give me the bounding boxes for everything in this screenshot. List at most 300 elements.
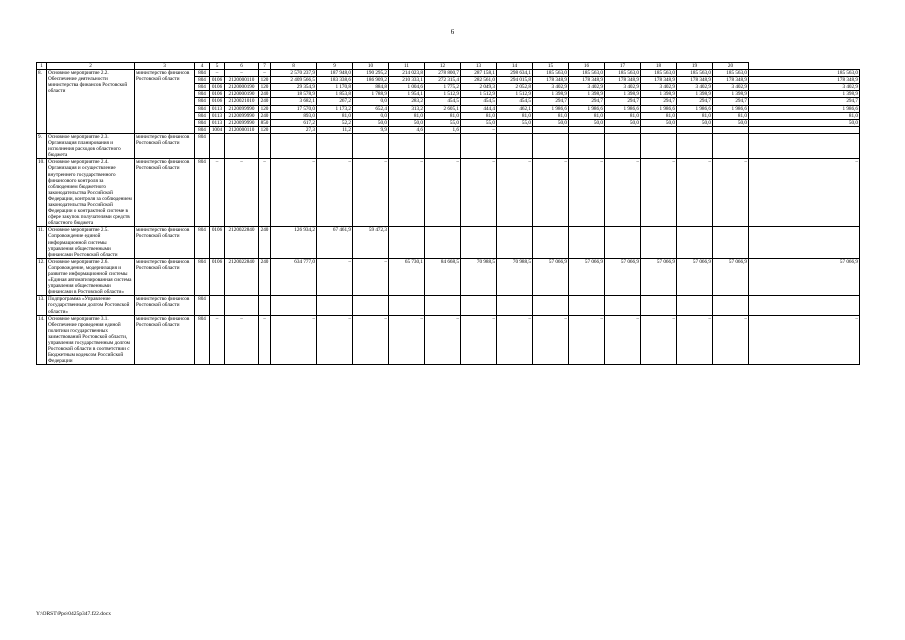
amount-cell xyxy=(353,133,389,158)
budget-code-cell: 2120099990 xyxy=(225,112,259,119)
budget-code-cell xyxy=(259,133,271,158)
table-row xyxy=(37,70,860,77)
column-number: 1 xyxy=(37,63,47,70)
amount-cell: 1 170,8 xyxy=(317,84,353,91)
amount-cell xyxy=(605,227,641,258)
amount-cell: 884,8 xyxy=(353,84,389,91)
amount-cell xyxy=(641,133,677,158)
amount-cell: 294,7 xyxy=(677,98,713,105)
budget-code-cell: 804 xyxy=(195,315,210,365)
budget-code-cell: – xyxy=(259,159,271,227)
amount-cell xyxy=(749,133,860,158)
amount-cell: 9,9 xyxy=(353,126,389,133)
amount-cell: 294,7 xyxy=(641,98,677,105)
amount-cell: 287 158,1 xyxy=(461,70,497,77)
amount-cell: – xyxy=(569,315,605,365)
budget-code-cell: 2120000110 xyxy=(225,77,259,84)
amount-cell: 0,0 xyxy=(353,98,389,105)
budget-code-cell xyxy=(210,296,225,315)
amount-cell: 454,5 xyxy=(461,98,497,105)
row-number: 13. xyxy=(37,296,47,315)
amount-cell: 185 563,0 xyxy=(749,70,860,77)
amount-cell: 50,0 xyxy=(389,119,425,126)
amount-cell xyxy=(605,296,641,315)
amount-cell: 634 777,0 xyxy=(271,258,317,296)
amount-cell xyxy=(461,296,497,315)
amount-cell xyxy=(713,133,749,158)
amount-cell xyxy=(605,133,641,158)
amount-cell: 1 986,6 xyxy=(749,105,860,112)
amount-cell xyxy=(425,227,461,258)
amount-cell: 3 402,9 xyxy=(533,84,569,91)
budget-code-cell: – xyxy=(225,70,259,77)
amount-cell xyxy=(389,133,425,158)
amount-cell: 81,0 xyxy=(461,112,497,119)
amount-cell: 282 561,0 xyxy=(461,77,497,84)
amount-cell: 50,0 xyxy=(533,119,569,126)
amount-cell: 267,2 xyxy=(317,98,353,105)
column-number: 5 xyxy=(210,63,225,70)
amount-cell: 294,7 xyxy=(749,98,860,105)
amount-cell: – xyxy=(461,315,497,365)
budget-code-cell: 120 xyxy=(259,84,271,91)
amount-cell: 1 986,6 xyxy=(713,105,749,112)
amount-cell: 1 004,6 xyxy=(389,84,425,91)
budget-code-cell: 804 xyxy=(195,258,210,296)
amount-cell: – xyxy=(317,258,353,296)
amount-cell: – xyxy=(605,315,641,365)
amount-cell: 1 788,9 xyxy=(353,91,389,98)
amount-cell: 1 954,1 xyxy=(389,91,425,98)
amount-cell: 81,0 xyxy=(641,112,677,119)
budget-code-cell: 804 xyxy=(195,84,210,91)
amount-cell: – xyxy=(641,315,677,365)
budget-code-cell: 804 xyxy=(195,77,210,84)
measure-name: Подпрограмма «Управление государственным долгом Ростовской области» xyxy=(47,296,135,315)
amount-cell: 81,0 xyxy=(317,112,353,119)
budget-code-cell: 2120022840 xyxy=(225,258,259,296)
amount-cell: 27,3 xyxy=(271,126,317,133)
amount-cell: 1 986,6 xyxy=(605,105,641,112)
budget-code-cell: 804 xyxy=(195,126,210,133)
budget-code-cell: – xyxy=(225,315,259,365)
amount-cell xyxy=(271,296,317,315)
amount-cell: 1 512,9 xyxy=(497,91,533,98)
budget-code-cell: 850 xyxy=(259,119,271,126)
row-number: 12. xyxy=(37,258,47,296)
amount-cell: – xyxy=(353,159,389,227)
amount-cell: 178 348,9 xyxy=(569,77,605,84)
amount-cell: 1 986,6 xyxy=(641,105,677,112)
page-number: 6 xyxy=(450,28,455,36)
amount-cell xyxy=(497,296,533,315)
amount-cell xyxy=(713,126,749,133)
amount-cell: 57 066,9 xyxy=(533,258,569,296)
table-row xyxy=(37,258,860,296)
budget-code-cell xyxy=(225,133,259,158)
measure-name: Основное мероприятие 2.4. Организация и осуществление внутреннего государственного финансового контроля за соблюдением бюджетного законодательства Российской Федерации, контроля за соблюдением законодательства Российской Федерации о контрактной системе в сфере закупок получателями средств областного бюджета xyxy=(47,159,135,227)
amount-cell: 55,0 xyxy=(497,119,533,126)
amount-cell xyxy=(569,133,605,158)
amount-cell xyxy=(713,227,749,258)
amount-cell: 178 348,9 xyxy=(605,77,641,84)
amount-cell: – xyxy=(389,159,425,227)
file-path: Y:\ORST\Ppo\0425p347.f22.docx xyxy=(36,611,111,617)
amount-cell: 1 398,9 xyxy=(533,91,569,98)
amount-cell: 190 295,2 xyxy=(353,70,389,77)
budget-code-cell: 240 xyxy=(259,98,271,105)
amount-cell: 652,4 xyxy=(353,105,389,112)
budget-code-cell: – xyxy=(210,315,225,365)
amount-cell: – xyxy=(605,159,641,227)
budget-code-cell: 804 xyxy=(195,98,210,105)
budget-code-cell: 804 xyxy=(195,133,210,158)
budget-code-cell: 0106 xyxy=(210,91,225,98)
amount-cell: 67 461,9 xyxy=(317,227,353,258)
amount-cell: 454,5 xyxy=(497,98,533,105)
executor: министерство финансов Ростовской области xyxy=(135,315,195,365)
amount-cell: 50,0 xyxy=(713,119,749,126)
amount-cell: 4,6 xyxy=(389,126,425,133)
executor: министерство финансов Ростовской области xyxy=(135,159,195,227)
amount-cell xyxy=(461,133,497,158)
amount-cell: 454,5 xyxy=(425,98,461,105)
amount-cell: 57 066,9 xyxy=(605,258,641,296)
budget-code-cell: – xyxy=(259,315,271,365)
amount-cell: 18 578,9 xyxy=(271,91,317,98)
table-row xyxy=(37,159,860,227)
amount-cell: 2 049,3 xyxy=(461,84,497,91)
budget-code-cell: 804 xyxy=(195,119,210,126)
amount-cell: 294,7 xyxy=(533,98,569,105)
amount-cell: 1 986,6 xyxy=(569,105,605,112)
amount-cell: 57 066,9 xyxy=(569,258,605,296)
amount-cell: 1 398,9 xyxy=(749,91,860,98)
column-number: 3 xyxy=(135,63,195,70)
budget-code-cell xyxy=(210,133,225,158)
column-number: 15 xyxy=(533,63,569,70)
amount-cell xyxy=(749,296,860,315)
amount-cell xyxy=(605,126,641,133)
amount-cell: 294,7 xyxy=(605,98,641,105)
budget-code-cell: 804 xyxy=(195,296,210,315)
amount-cell: 178 348,9 xyxy=(713,77,749,84)
amount-cell xyxy=(425,133,461,158)
measure-name: Основное мероприятие 3.1. Обеспечение проведения единой политики государственных заимствований Ростовской области, управления государственным долгом Ростовской области в соответствии с Бюджетным кодексом Российской Федерации xyxy=(47,315,135,365)
amount-cell xyxy=(677,296,713,315)
amount-cell: 1 398,9 xyxy=(641,91,677,98)
budget-code-cell: 0113 xyxy=(210,112,225,119)
amount-cell: 2 052,8 xyxy=(497,84,533,91)
amount-cell: – xyxy=(317,159,353,227)
amount-cell xyxy=(461,227,497,258)
budget-code-cell: 2120021010 xyxy=(225,98,259,105)
amount-cell: 210 333,1 xyxy=(389,77,425,84)
budget-code-cell: 2120000190 xyxy=(225,84,259,91)
amount-cell: 617,2 xyxy=(271,119,317,126)
budget-code-cell: – xyxy=(210,70,225,77)
amount-cell: 3 402,9 xyxy=(677,84,713,91)
amount-cell: – xyxy=(271,159,317,227)
budget-code-cell: 240 xyxy=(259,91,271,98)
budget-code-cell: 120 xyxy=(259,77,271,84)
amount-cell: – xyxy=(569,159,605,227)
amount-cell: 1 398,9 xyxy=(605,91,641,98)
amount-cell xyxy=(641,296,677,315)
amount-cell xyxy=(749,227,860,258)
executor: министерство финансов Ростовской области xyxy=(135,296,195,315)
amount-cell: 57 066,9 xyxy=(677,258,713,296)
amount-cell: – xyxy=(677,315,713,365)
budget-code-cell: 2120022840 xyxy=(225,227,259,258)
amount-cell: 50,0 xyxy=(749,119,860,126)
amount-cell: 1 986,6 xyxy=(677,105,713,112)
executor: министерство финансов Ростовской области xyxy=(135,258,195,296)
amount-cell: 81,0 xyxy=(389,112,425,119)
column-number: 14 xyxy=(497,63,533,70)
amount-cell: 81,0 xyxy=(677,112,713,119)
amount-cell: 81,0 xyxy=(425,112,461,119)
budget-code-cell xyxy=(259,296,271,315)
amount-cell xyxy=(677,227,713,258)
budget-code-cell xyxy=(225,296,259,315)
amount-cell: 178 348,9 xyxy=(749,77,860,84)
amount-cell: – xyxy=(533,159,569,227)
amount-cell: – xyxy=(497,315,533,365)
amount-cell: 55,0 xyxy=(425,119,461,126)
budget-code-cell: – xyxy=(210,159,225,227)
amount-cell xyxy=(569,126,605,133)
budget-code-cell: 240 xyxy=(259,258,271,296)
budget-code-cell: 0106 xyxy=(210,77,225,84)
amount-cell xyxy=(677,126,713,133)
column-number: 17 xyxy=(605,63,641,70)
amount-cell: 1 512,9 xyxy=(425,91,461,98)
amount-cell: 50,0 xyxy=(569,119,605,126)
amount-cell: 70 988,5 xyxy=(497,258,533,296)
amount-cell xyxy=(749,126,860,133)
column-number: 11 xyxy=(389,63,425,70)
amount-cell: 1 398,9 xyxy=(569,91,605,98)
amount-cell: 11,2 xyxy=(317,126,353,133)
table-row xyxy=(37,227,860,258)
amount-cell: 187 948,0 xyxy=(317,70,353,77)
column-number: 2 xyxy=(47,63,135,70)
amount-cell: 55,0 xyxy=(461,119,497,126)
amount-cell xyxy=(569,296,605,315)
column-number: 8 xyxy=(271,63,317,70)
amount-cell: 185 563,0 xyxy=(605,70,641,77)
amount-cell xyxy=(713,296,749,315)
amount-cell: 84 668,5 xyxy=(425,258,461,296)
measure-name: Основное мероприятие 2.6. Сопровождение, модернизация и развитие информационной системы «Единая автоматизированная система управления общественными финансами в Ростовской области» xyxy=(47,258,135,296)
amount-cell: 3 402,9 xyxy=(713,84,749,91)
amount-cell xyxy=(641,227,677,258)
amount-cell: 294,7 xyxy=(569,98,605,105)
amount-cell: 283,2 xyxy=(389,98,425,105)
amount-cell: – xyxy=(533,315,569,365)
amount-cell xyxy=(425,296,461,315)
budget-table xyxy=(36,62,860,365)
column-number: 19 xyxy=(677,63,713,70)
amount-cell xyxy=(533,133,569,158)
amount-cell: 185 563,0 xyxy=(641,70,677,77)
budget-code-cell: 2120099990 xyxy=(225,119,259,126)
amount-cell xyxy=(533,126,569,133)
amount-cell: 178 348,9 xyxy=(641,77,677,84)
amount-cell: 2 605,1 xyxy=(425,105,461,112)
amount-cell: 81,0 xyxy=(569,112,605,119)
amount-cell xyxy=(533,227,569,258)
amount-cell: 1 173,2 xyxy=(317,105,353,112)
budget-code-cell: 0106 xyxy=(210,84,225,91)
budget-code-cell: 0106 xyxy=(210,227,225,258)
amount-cell: 272 315,4 xyxy=(425,77,461,84)
budget-code-cell: – xyxy=(225,159,259,227)
amount-cell: 2 409 566,5 xyxy=(271,77,317,84)
amount-cell: 1 398,9 xyxy=(713,91,749,98)
budget-code-cell: 804 xyxy=(195,227,210,258)
amount-cell: 178 348,9 xyxy=(677,77,713,84)
amount-cell: 57 066,9 xyxy=(713,258,749,296)
row-number: 9. xyxy=(37,133,47,158)
amount-cell: 70 988,5 xyxy=(461,258,497,296)
amount-cell: 185 563,0 xyxy=(569,70,605,77)
amount-cell: 3 402,9 xyxy=(641,84,677,91)
budget-code-cell: 804 xyxy=(195,112,210,119)
amount-cell: 185 563,0 xyxy=(677,70,713,77)
amount-cell: – xyxy=(497,159,533,227)
budget-code-cell: – xyxy=(259,70,271,77)
column-number: 7 xyxy=(259,63,271,70)
budget-code-cell: 0113 xyxy=(210,119,225,126)
amount-cell: 81,0 xyxy=(605,112,641,119)
budget-code-cell: 804 xyxy=(195,91,210,98)
amount-cell: 294 015,8 xyxy=(497,77,533,84)
budget-code-cell: 1004 xyxy=(210,126,225,133)
row-number: 11. xyxy=(37,227,47,258)
amount-cell: 278 800,7 xyxy=(425,70,461,77)
column-number: 13 xyxy=(461,63,497,70)
column-number: 16 xyxy=(569,63,605,70)
amount-cell: 1 853,8 xyxy=(317,91,353,98)
amount-cell: 81,0 xyxy=(497,112,533,119)
column-number: 18 xyxy=(641,63,677,70)
executor: министерство финансов Ростовской области xyxy=(135,227,195,258)
budget-code-cell: 240 xyxy=(259,227,271,258)
column-number: 9 xyxy=(317,63,353,70)
amount-cell: 57 066,9 xyxy=(641,258,677,296)
amount-cell xyxy=(641,126,677,133)
row-number: 8. xyxy=(37,70,47,134)
amount-cell: 81,0 xyxy=(533,112,569,119)
amount-cell xyxy=(569,227,605,258)
amount-cell: 81,0 xyxy=(713,112,749,119)
amount-cell xyxy=(389,227,425,258)
amount-cell: – xyxy=(677,159,713,227)
amount-cell: 178 348,9 xyxy=(533,77,569,84)
budget-code-cell: 0106 xyxy=(210,98,225,105)
column-number: 4 xyxy=(195,63,210,70)
amount-cell: 183 338,6 xyxy=(317,77,353,84)
amount-cell: – xyxy=(461,126,497,133)
amount-cell: 50,0 xyxy=(677,119,713,126)
amount-cell: 50,0 xyxy=(605,119,641,126)
amount-cell xyxy=(497,126,533,133)
column-number: 10 xyxy=(353,63,389,70)
amount-cell: 57 066,9 xyxy=(749,258,860,296)
amount-cell: 3 402,9 xyxy=(569,84,605,91)
table-row xyxy=(37,315,860,365)
amount-cell: – xyxy=(425,159,461,227)
amount-cell: 50,0 xyxy=(641,119,677,126)
amount-cell: 214 023,8 xyxy=(389,70,425,77)
amount-cell: 298 634,1 xyxy=(497,70,533,77)
column-number: 20 xyxy=(713,63,749,70)
amount-cell: 1 398,9 xyxy=(677,91,713,98)
budget-code-cell: 240 xyxy=(259,112,271,119)
amount-cell: 3 402,9 xyxy=(605,84,641,91)
amount-cell: 1 512,9 xyxy=(461,91,497,98)
amount-cell xyxy=(677,133,713,158)
amount-cell: – xyxy=(713,315,749,365)
amount-cell xyxy=(317,133,353,158)
amount-cell xyxy=(353,296,389,315)
amount-cell: – xyxy=(317,315,353,365)
amount-cell: 444,4 xyxy=(461,105,497,112)
column-number: 6 xyxy=(225,63,259,70)
amount-cell: – xyxy=(713,159,749,227)
row-number: 10. xyxy=(37,159,47,227)
amount-cell: 3 682,1 xyxy=(271,98,317,105)
amount-cell xyxy=(271,133,317,158)
budget-code-cell: 2120000190 xyxy=(225,91,259,98)
amount-cell xyxy=(389,296,425,315)
measure-name: Основное мероприятие 2.2. Обеспечение деятельности министерства финансов Ростовской области xyxy=(47,70,135,134)
amount-cell: 462,1 xyxy=(497,105,533,112)
budget-code-cell: 804 xyxy=(195,105,210,112)
amount-cell: 0,0 xyxy=(353,112,389,119)
amount-cell: 126 934,2 xyxy=(271,227,317,258)
amount-cell: – xyxy=(749,315,860,365)
amount-cell: 1,6 xyxy=(425,126,461,133)
amount-cell: 65 730,1 xyxy=(389,258,425,296)
amount-cell: – xyxy=(425,315,461,365)
amount-cell: – xyxy=(749,159,860,227)
amount-cell: 81,0 xyxy=(749,112,860,119)
budget-code-cell: 2120099990 xyxy=(225,105,259,112)
column-number-row xyxy=(37,63,860,70)
amount-cell: 59 472,3 xyxy=(353,227,389,258)
amount-cell xyxy=(533,296,569,315)
amount-cell: 50,0 xyxy=(353,119,389,126)
amount-cell xyxy=(317,296,353,315)
amount-cell: – xyxy=(389,315,425,365)
budget-code-cell: 0106 xyxy=(210,258,225,296)
table-row xyxy=(37,296,860,315)
amount-cell xyxy=(497,133,533,158)
amount-cell: 1 775,2 xyxy=(425,84,461,91)
column-number: 12 xyxy=(425,63,461,70)
table-row xyxy=(37,133,860,158)
amount-cell: 186 909,2 xyxy=(353,77,389,84)
measure-name: Основное мероприятие 2.3. Организация планирования и исполнения расходов областного бюджета xyxy=(47,133,135,158)
budget-code-cell: 2120000110 xyxy=(225,126,259,133)
measure-name: Основное мероприятие 2.5. Сопровождение единой информационной системы управления общественными финансами Ростовской области xyxy=(47,227,135,258)
amount-cell: 313,2 xyxy=(389,105,425,112)
amount-cell: 52,2 xyxy=(317,119,353,126)
amount-cell xyxy=(497,227,533,258)
